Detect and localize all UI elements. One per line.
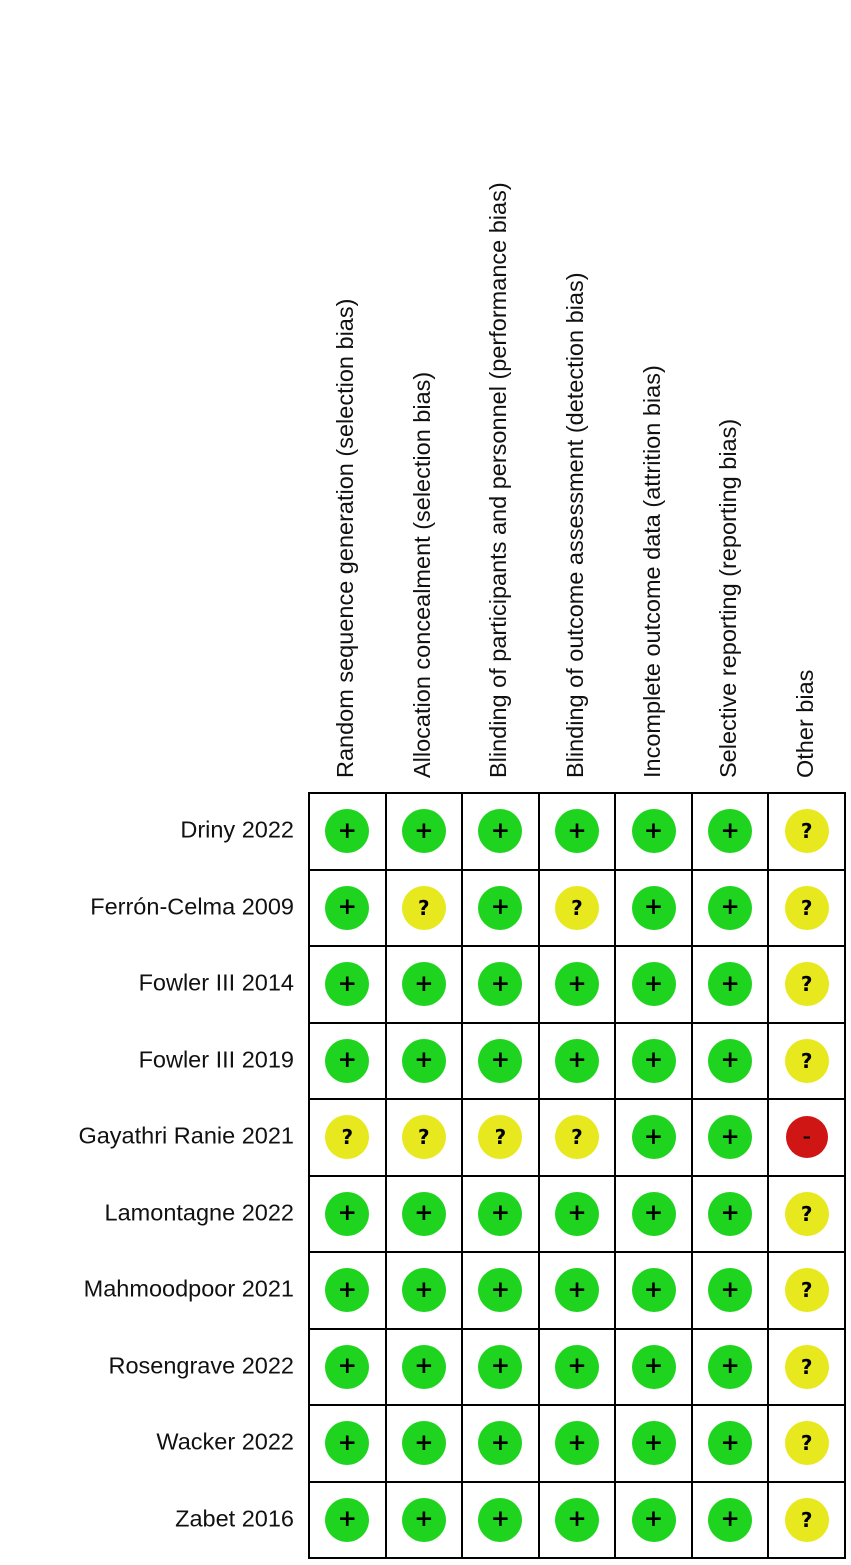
- low-risk-icon: +: [478, 1421, 522, 1465]
- study-label-6: Lamontagne 2022: [104, 1199, 294, 1225]
- judgement-cell: [538, 945, 617, 1024]
- judgement-cell: [461, 1404, 540, 1483]
- judgement-cell: [308, 1404, 387, 1483]
- unclear-risk-icon: ?: [785, 1039, 829, 1083]
- low-risk-icon: +: [402, 1192, 446, 1236]
- low-risk-icon: +: [555, 1498, 599, 1542]
- study-label-10: Zabet 2016: [175, 1505, 294, 1531]
- low-risk-icon: +: [555, 809, 599, 853]
- low-risk-icon: +: [632, 962, 676, 1006]
- low-risk-icon: +: [632, 1498, 676, 1542]
- judgement-cell: [461, 1481, 540, 1560]
- judgement-cell: [767, 1098, 846, 1177]
- judgement-cell: [461, 1328, 540, 1407]
- low-risk-icon: +: [325, 809, 369, 853]
- judgement-cell: [538, 1328, 617, 1407]
- low-risk-icon: +: [632, 1421, 676, 1465]
- judgement-cell: [614, 869, 693, 948]
- low-risk-icon: +: [402, 1498, 446, 1542]
- judgement-cell: [538, 1404, 617, 1483]
- unclear-risk-icon: ?: [785, 1268, 829, 1312]
- judgement-cell: [767, 869, 846, 948]
- judgement-cell: [385, 1404, 464, 1483]
- judgement-cell: [461, 792, 540, 871]
- judgement-grid: [308, 792, 844, 1557]
- judgement-cell: [767, 1251, 846, 1330]
- judgement-cell: [385, 1481, 464, 1560]
- study-label-7: Mahmoodpoor 2021: [83, 1275, 294, 1302]
- low-risk-icon: +: [325, 1192, 369, 1236]
- judgement-cell: [308, 792, 387, 871]
- judgement-cell: [767, 792, 846, 871]
- low-risk-icon: +: [402, 1039, 446, 1083]
- low-risk-icon: +: [402, 1345, 446, 1389]
- study-label-2: Ferrón-Celma 2009: [90, 893, 294, 919]
- low-risk-icon: +: [708, 1192, 752, 1236]
- judgement-cell: [614, 1175, 693, 1254]
- low-risk-icon: +: [632, 1268, 676, 1312]
- judgement-cell: [461, 1022, 540, 1101]
- judgement-cell: [385, 1175, 464, 1254]
- low-risk-icon: +: [632, 886, 676, 930]
- judgement-cell: [385, 1251, 464, 1330]
- low-risk-icon: +: [478, 809, 522, 853]
- judgement-cell: [767, 1328, 846, 1407]
- judgement-cell: [308, 1022, 387, 1101]
- judgement-cell: [691, 1251, 770, 1330]
- judgement-cell: [308, 1175, 387, 1254]
- low-risk-icon: +: [632, 1192, 676, 1236]
- judgement-cell: [538, 1481, 617, 1560]
- study-label-8: Rosengrave 2022: [108, 1352, 294, 1378]
- low-risk-icon: +: [325, 1421, 369, 1465]
- judgement-cell: [538, 792, 617, 871]
- low-risk-icon: +: [708, 1498, 752, 1542]
- domain-label-1: Random sequence generation (selection bias): [332, 298, 359, 778]
- domain-label-4: Blinding of outcome assessment (detection bias): [562, 272, 588, 778]
- unclear-risk-icon: ?: [555, 1115, 599, 1159]
- low-risk-icon: +: [325, 1039, 369, 1083]
- low-risk-icon: +: [708, 1345, 752, 1389]
- low-risk-icon: +: [632, 1039, 676, 1083]
- study-label-1: Driny 2022: [180, 816, 294, 843]
- low-risk-icon: +: [402, 962, 446, 1006]
- judgement-cell: [385, 792, 464, 871]
- judgement-cell: [461, 1098, 540, 1177]
- low-risk-icon: +: [478, 962, 522, 1006]
- study-label-5: Gayathri Ranie 2021: [78, 1122, 294, 1149]
- judgement-cell: [691, 1175, 770, 1254]
- low-risk-icon: +: [325, 1498, 369, 1542]
- unclear-risk-icon: ?: [555, 886, 599, 930]
- low-risk-icon: +: [708, 1421, 752, 1465]
- low-risk-icon: +: [632, 1115, 676, 1159]
- low-risk-icon: +: [478, 1192, 522, 1236]
- study-label-9: Wacker 2022: [156, 1428, 294, 1455]
- judgement-cell: [614, 1481, 693, 1560]
- judgement-cell: [691, 1328, 770, 1407]
- domain-label-2: Allocation concealment (selection bias): [408, 371, 435, 778]
- judgement-cell: [308, 869, 387, 948]
- low-risk-icon: +: [632, 1345, 676, 1389]
- low-risk-icon: +: [632, 809, 676, 853]
- low-risk-icon: +: [402, 809, 446, 853]
- domain-label-6: Selective reporting (reporting bias): [715, 418, 742, 778]
- low-risk-icon: +: [555, 1268, 599, 1312]
- judgement-cell: [308, 1481, 387, 1560]
- judgement-cell: [614, 1022, 693, 1101]
- judgement-cell: [385, 1022, 464, 1101]
- low-risk-icon: +: [325, 962, 369, 1006]
- low-risk-icon: +: [555, 962, 599, 1006]
- low-risk-icon: +: [708, 886, 752, 930]
- judgement-cell: [385, 945, 464, 1024]
- judgement-cell: [691, 1481, 770, 1560]
- judgement-cell: [767, 1175, 846, 1254]
- judgement-cell: [308, 945, 387, 1024]
- domain-label-3: Blinding of participants and personnel (performance bias): [485, 182, 512, 778]
- judgement-cell: [767, 1404, 846, 1483]
- low-risk-icon: +: [325, 1345, 369, 1389]
- judgement-cell: [538, 1098, 617, 1177]
- judgement-cell: [767, 945, 846, 1024]
- judgement-cell: [691, 945, 770, 1024]
- low-risk-icon: +: [325, 886, 369, 930]
- judgement-cell: [461, 945, 540, 1024]
- low-risk-icon: +: [478, 1268, 522, 1312]
- judgement-cell: [385, 1098, 464, 1177]
- high-risk-icon: –: [786, 1116, 828, 1158]
- judgement-cell: [614, 1251, 693, 1330]
- judgement-cell: [385, 869, 464, 948]
- low-risk-icon: +: [708, 962, 752, 1006]
- judgement-cell: [461, 1251, 540, 1330]
- unclear-risk-icon: ?: [785, 809, 829, 853]
- study-label-3: Fowler III 2014: [138, 969, 294, 996]
- low-risk-icon: +: [478, 1039, 522, 1083]
- low-risk-icon: +: [325, 1268, 369, 1312]
- low-risk-icon: +: [555, 1039, 599, 1083]
- low-risk-icon: +: [555, 1421, 599, 1465]
- unclear-risk-icon: ?: [785, 1345, 829, 1389]
- low-risk-icon: +: [478, 1498, 522, 1542]
- judgement-cell: [308, 1251, 387, 1330]
- judgement-cell: [538, 1022, 617, 1101]
- judgement-cell: [538, 1251, 617, 1330]
- low-risk-icon: +: [708, 809, 752, 853]
- judgement-cell: [614, 1328, 693, 1407]
- judgement-cell: [538, 869, 617, 948]
- judgement-cell: [308, 1098, 387, 1177]
- unclear-risk-icon: ?: [785, 962, 829, 1006]
- unclear-risk-icon: ?: [785, 1421, 829, 1465]
- unclear-risk-icon: ?: [785, 886, 829, 930]
- judgement-cell: [691, 869, 770, 948]
- judgement-cell: [614, 1404, 693, 1483]
- unclear-risk-icon: ?: [402, 1115, 446, 1159]
- unclear-risk-icon: ?: [402, 886, 446, 930]
- unclear-risk-icon: ?: [785, 1498, 829, 1542]
- judgement-cell: [691, 792, 770, 871]
- low-risk-icon: +: [478, 1345, 522, 1389]
- unclear-risk-icon: ?: [478, 1115, 522, 1159]
- domain-label-7: Other bias: [791, 669, 818, 778]
- study-label-4: Fowler III 2019: [138, 1046, 294, 1072]
- low-risk-icon: +: [708, 1115, 752, 1159]
- judgement-cell: [461, 1175, 540, 1254]
- judgement-cell: [767, 1022, 846, 1101]
- low-risk-icon: +: [478, 886, 522, 930]
- domain-label-5: Incomplete outcome data (attrition bias): [638, 365, 665, 778]
- judgement-cell: [691, 1404, 770, 1483]
- judgement-cell: [767, 1481, 846, 1560]
- low-risk-icon: +: [708, 1268, 752, 1312]
- low-risk-icon: +: [555, 1192, 599, 1236]
- judgement-cell: [691, 1098, 770, 1177]
- judgement-cell: [308, 1328, 387, 1407]
- low-risk-icon: +: [402, 1421, 446, 1465]
- judgement-cell: [461, 869, 540, 948]
- judgement-cell: [614, 1098, 693, 1177]
- low-risk-icon: +: [402, 1268, 446, 1312]
- low-risk-icon: +: [555, 1345, 599, 1389]
- judgement-cell: [614, 792, 693, 871]
- judgement-cell: [614, 945, 693, 1024]
- judgement-cell: [385, 1328, 464, 1407]
- judgement-cell: [538, 1175, 617, 1254]
- low-risk-icon: +: [708, 1039, 752, 1083]
- unclear-risk-icon: ?: [325, 1115, 369, 1159]
- judgement-cell: [691, 1022, 770, 1101]
- unclear-risk-icon: ?: [785, 1192, 829, 1236]
